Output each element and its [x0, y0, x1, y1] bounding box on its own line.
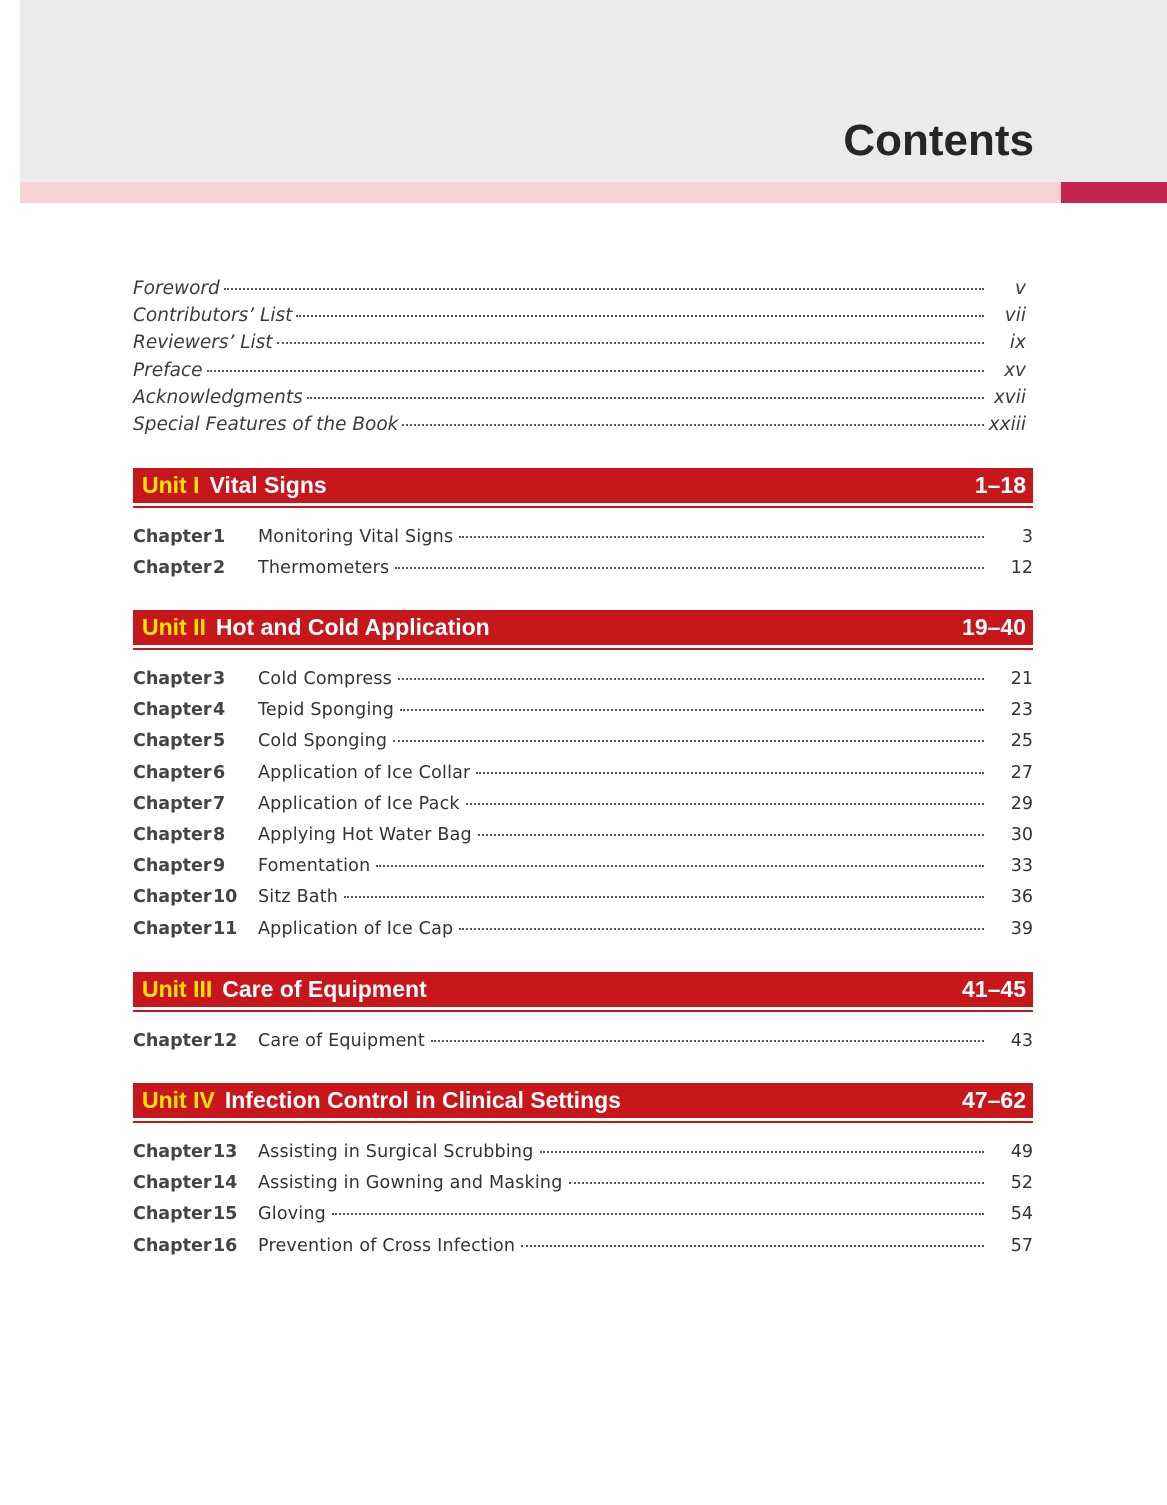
- dot-leader: [431, 1039, 984, 1042]
- chapter-entry[interactable]: [133, 1199, 1033, 1230]
- chapter-page: 25: [1010, 731, 1033, 752]
- entry-page: xxiii: [988, 413, 1026, 435]
- unit-label: Unit IV: [142, 1087, 215, 1113]
- chapter-word: Chapter: [133, 918, 212, 939]
- toc-entry-reviewers-list[interactable]: [133, 329, 1026, 356]
- chapter-entry[interactable]: [133, 1168, 1033, 1199]
- toc-entry-contributors-list[interactable]: [133, 302, 1026, 329]
- dot-leader: [540, 1150, 984, 1153]
- dot-leader: [207, 369, 984, 372]
- chapter-title: Assisting in Surgical Scrubbing: [258, 1142, 534, 1162]
- chapter-title: Monitoring Vital Signs: [258, 527, 454, 547]
- chapter-page: 39: [1010, 918, 1033, 939]
- chapter-number: 12: [213, 1031, 238, 1051]
- chapter-entry[interactable]: [133, 553, 1033, 584]
- entry-page: xvii: [993, 386, 1026, 408]
- dot-leader: [569, 1181, 984, 1184]
- chapter-title: Fomentation: [258, 856, 371, 877]
- entry-label: Foreword: [133, 278, 220, 299]
- chapter-number: 16: [213, 1235, 238, 1256]
- chapter-entry[interactable]: [133, 851, 1033, 882]
- chapter-title: Application of Ice Cap: [258, 918, 454, 939]
- chapter-word: Chapter: [133, 762, 212, 783]
- dot-leader: [376, 864, 984, 867]
- chapter-entry[interactable]: [133, 820, 1033, 851]
- accent-bar-crimson: [1061, 182, 1167, 203]
- entry-label: Acknowledgments: [133, 386, 303, 408]
- dot-leader: [393, 739, 984, 742]
- chapter-number: 8: [213, 824, 226, 845]
- chapter-entry[interactable]: [133, 789, 1033, 820]
- dot-leader: [395, 566, 984, 569]
- unit-header[interactable]: [133, 610, 1033, 645]
- entry-page: v: [1015, 278, 1026, 299]
- chapter-word: Chapter: [133, 731, 212, 752]
- chapter-entry[interactable]: [133, 758, 1033, 789]
- chapter-number: 1: [213, 527, 226, 547]
- chapter-number: 14: [213, 1173, 238, 1194]
- chapter-number: 5: [213, 731, 226, 752]
- chapter-word: Chapter: [133, 1235, 212, 1256]
- chapter-entry[interactable]: [133, 664, 1033, 695]
- chapter-word: Chapter: [133, 856, 212, 877]
- chapter-page: 23: [1010, 700, 1033, 721]
- dot-leader: [400, 708, 984, 711]
- chapter-list: [133, 664, 1033, 945]
- chapter-number: 15: [213, 1204, 238, 1225]
- chapter-word: Chapter: [133, 1031, 212, 1051]
- unit-rule: [133, 506, 1033, 508]
- entry-label: Special Features of the Book: [133, 413, 399, 435]
- chapter-page: 12: [1010, 558, 1033, 579]
- entry-label: Contributors’ List: [133, 305, 293, 327]
- chapter-title: Tepid Sponging: [258, 700, 395, 721]
- chapter-entry[interactable]: [133, 1137, 1033, 1168]
- entry-label: Reviewers’ List: [133, 332, 273, 354]
- dot-leader: [476, 771, 984, 774]
- unit-rule: [133, 648, 1033, 650]
- chapter-page: 43: [1010, 1031, 1033, 1051]
- unit-title: Vital Signs: [209, 472, 327, 498]
- chapter-list: [133, 1026, 1033, 1057]
- chapter-page: 49: [1010, 1142, 1033, 1162]
- chapter-title: Cold Compress: [258, 669, 392, 689]
- dot-leader: [459, 535, 984, 538]
- chapter-word: Chapter: [133, 1204, 212, 1225]
- chapter-page: 52: [1010, 1173, 1033, 1194]
- toc-entry-foreword[interactable]: [133, 275, 1026, 302]
- chapter-entry[interactable]: [133, 522, 1033, 553]
- toc-entry-special-features[interactable]: [133, 411, 1026, 438]
- page-title: Contents: [843, 116, 1034, 165]
- chapter-entry[interactable]: [133, 1231, 1033, 1262]
- dot-leader: [521, 1244, 984, 1247]
- chapter-word: Chapter: [133, 558, 212, 579]
- chapter-number: 7: [213, 793, 226, 814]
- chapter-entry[interactable]: [133, 695, 1033, 726]
- chapter-number: 10: [213, 887, 238, 908]
- unit-header[interactable]: [133, 468, 1033, 503]
- unit-section-1: [133, 468, 1033, 584]
- chapter-number: 4: [213, 700, 226, 721]
- chapter-word: Chapter: [133, 1173, 212, 1194]
- chapter-word: Chapter: [133, 700, 212, 721]
- entry-label: Preface: [133, 359, 203, 381]
- chapter-word: Chapter: [133, 887, 212, 908]
- chapter-page: 36: [1010, 887, 1033, 908]
- chapter-page: 3: [1021, 527, 1033, 547]
- chapter-number: 9: [213, 856, 226, 877]
- chapter-entry[interactable]: [133, 914, 1033, 945]
- chapter-list: [133, 1137, 1033, 1262]
- dot-leader: [224, 287, 984, 290]
- entry-page: vii: [1004, 305, 1026, 327]
- chapter-number: 11: [213, 918, 238, 939]
- dot-leader: [398, 677, 984, 680]
- unit-label: Unit I: [142, 472, 200, 498]
- dot-leader: [296, 314, 984, 317]
- chapter-page: 21: [1010, 669, 1033, 689]
- unit-section-4: [133, 1083, 1033, 1262]
- chapter-title: Thermometers: [258, 558, 390, 579]
- entry-page: xv: [1004, 359, 1026, 381]
- chapter-entry[interactable]: [133, 726, 1033, 757]
- unit-title: Hot and Cold Application: [215, 614, 490, 640]
- dot-leader: [402, 423, 984, 426]
- dot-leader: [344, 895, 984, 898]
- chapter-entry[interactable]: [133, 882, 1033, 913]
- chapter-page: 33: [1010, 856, 1033, 877]
- chapter-page: 30: [1010, 824, 1033, 845]
- chapter-page: 27: [1010, 762, 1033, 783]
- chapter-title: Gloving: [258, 1204, 326, 1225]
- chapter-title: Sitz Bath: [258, 887, 339, 908]
- chapter-title: Application of Ice Collar: [258, 762, 471, 783]
- chapter-page: 57: [1010, 1235, 1033, 1256]
- unit-rule: [133, 1121, 1033, 1123]
- unit-title: Infection Control in Clinical Settings: [224, 1087, 621, 1113]
- unit-title: Care of Equipment: [222, 976, 427, 1002]
- unit-section-3: [133, 972, 1033, 1057]
- chapter-title: Cold Sponging: [258, 731, 388, 752]
- chapter-word: Chapter: [133, 527, 212, 547]
- chapter-word: Chapter: [133, 793, 212, 814]
- chapter-word: Chapter: [133, 824, 212, 845]
- dot-leader: [277, 341, 984, 344]
- chapter-title: Prevention of Cross Infection: [258, 1235, 516, 1256]
- chapter-page: 54: [1010, 1204, 1033, 1225]
- unit-rule: [133, 1010, 1033, 1012]
- unit-label: Unit II: [142, 614, 206, 640]
- accent-bar-pink: [20, 182, 1061, 203]
- entry-page: ix: [1009, 332, 1026, 354]
- chapter-number: 13: [213, 1142, 238, 1162]
- dot-leader: [478, 833, 984, 836]
- dot-leader: [332, 1212, 984, 1215]
- chapter-page: 29: [1010, 793, 1033, 814]
- dot-leader: [307, 396, 984, 399]
- chapter-title: Assisting in Gowning and Masking: [258, 1173, 563, 1194]
- chapter-number: 2: [213, 558, 226, 579]
- unit-header[interactable]: [133, 1083, 1033, 1118]
- unit-section-2: [133, 610, 1033, 945]
- chapter-word: Chapter: [133, 1142, 212, 1162]
- chapter-number: 3: [213, 669, 226, 689]
- unit-label: Unit III: [142, 976, 213, 1002]
- dot-leader: [459, 927, 984, 930]
- chapter-word: Chapter: [133, 669, 212, 689]
- chapter-number: 6: [213, 762, 226, 783]
- unit-page-range: 19–40: [962, 614, 1026, 640]
- toc-entry-preface[interactable]: [133, 357, 1026, 384]
- chapter-entry[interactable]: [133, 1026, 1033, 1057]
- chapter-list: [133, 522, 1033, 584]
- chapter-title: Care of Equipment: [258, 1031, 425, 1051]
- unit-header[interactable]: [133, 972, 1033, 1007]
- chapter-title: Application of Ice Pack: [258, 793, 460, 814]
- dot-leader: [466, 802, 984, 805]
- unit-page-range: 41–45: [962, 976, 1026, 1002]
- unit-page-range: 1–18: [974, 472, 1026, 498]
- chapter-title: Applying Hot Water Bag: [258, 824, 472, 845]
- front-matter-list: [133, 275, 1026, 438]
- unit-page-range: 47–62: [962, 1087, 1026, 1113]
- toc-entry-acknowledgments[interactable]: [133, 384, 1026, 411]
